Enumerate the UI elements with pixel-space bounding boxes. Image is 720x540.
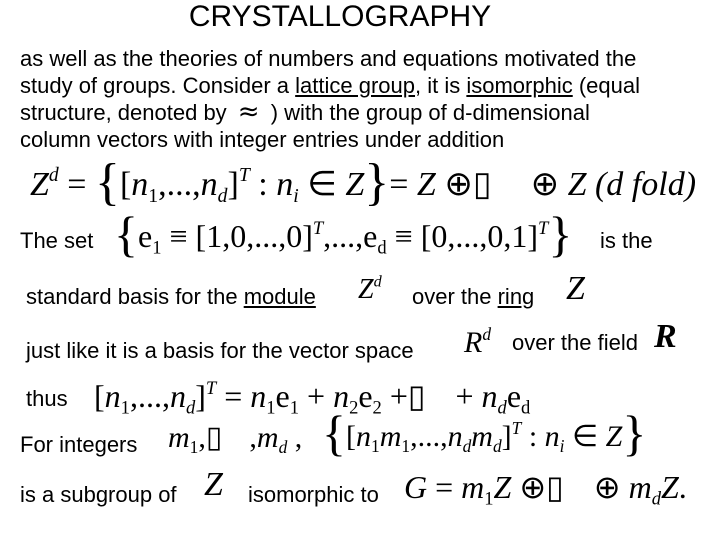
math-Rd: $R^d$ <box>464 323 492 359</box>
lattice-group-link[interactable]: lattice group <box>295 73 416 98</box>
paragraph-line-3 <box>20 99 590 126</box>
ring-link[interactable]: ring <box>497 284 535 309</box>
paragraph-line-4: column vectors with integer entries under addition <box>20 127 505 152</box>
equation-G: $G = m_1Z$ ⊕▯ ⊕ $m_dZ$. <box>404 469 687 510</box>
paragraph-text: (equal <box>572 73 641 98</box>
math-Z-ring: Z <box>566 270 585 307</box>
equation-subgroup-set: {$[n_1m_1,...,n_dm_d]^T$ : $n_i$ ∈ Z} <box>322 405 647 461</box>
over-the-ring-text: over the ring <box>412 284 535 309</box>
is-subgroup-label: is a subgroup of <box>20 482 177 507</box>
equation-zd-definition: $Z^d = \{[n_1,...,n_d]^T$ : $n_i$ ∈ Z}= Z ⊕▯ ⊕ Z (d fold) <box>30 154 697 211</box>
thus-label: thus <box>26 386 68 411</box>
paragraph-text: , it is <box>415 73 467 98</box>
paragraph-line-2 <box>20 72 640 99</box>
math-R-field: R <box>654 318 677 355</box>
module-link[interactable]: module <box>243 284 316 309</box>
equation-thus: $[n_1,...,n_d]^T = n_1e_1 + n_2e_2$ +▯ + $n_de_d$ <box>94 378 531 419</box>
just-like-text: just like it is a basis for the vector space <box>26 338 414 363</box>
math-Zd: $Z^d$ <box>358 272 382 305</box>
paragraph-line-1: as well as the theories of numbers and equations motivated the <box>20 46 637 71</box>
paragraph-text: ) with the group of d-dimensional <box>270 100 590 125</box>
math-Z-subgroup: Z <box>204 466 223 503</box>
paragraph-text: structure, denoted by <box>20 100 227 125</box>
paragraph-text: study of groups. Consider a <box>20 73 296 98</box>
isomorphic-link[interactable]: isomorphic <box>466 73 573 98</box>
the-set-label: The set <box>20 228 94 253</box>
approx-symbol: ≈ <box>237 97 260 127</box>
equation-standard-basis: $\{e_1 \equiv [1,0,...,0]^T,...,e_d \equiv [0,...,0,1]^T\}$ <box>114 206 573 262</box>
page-title: CRYSTALLOGRAPHY <box>188 0 492 33</box>
is-the-label: is the <box>600 228 653 253</box>
for-integers-label: For integers <box>20 432 138 457</box>
isomorphic-to-label: isomorphic to <box>248 482 379 507</box>
standard-basis-text: standard basis for the module <box>26 284 316 309</box>
math-m-list: $m_1,▯$ $,m_d$ , <box>168 421 303 458</box>
over-the-field-text: over the field <box>512 330 638 355</box>
